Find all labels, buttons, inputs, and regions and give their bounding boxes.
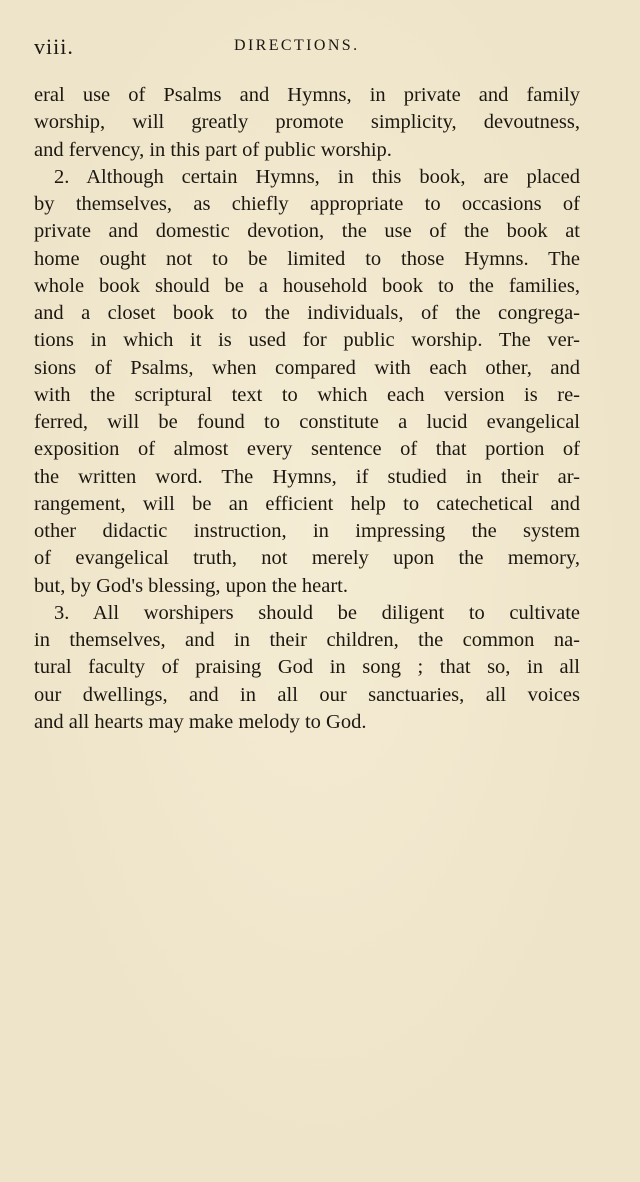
text-line: private and domestic devotion, the use of the book at	[34, 220, 580, 243]
text-line: and fervency, in this part of public worship.	[34, 138, 392, 161]
text-line: of evangelical truth, not merely upon the memory,	[34, 547, 580, 570]
text-line: whole book should be a household book to the families,	[34, 274, 580, 297]
text-line: but, by God's blessing, upon the heart.	[34, 574, 349, 597]
page-header	[34, 34, 580, 60]
text-line: ferred, will be found to constitute a lucid evangelical	[34, 411, 580, 433]
text-line: 2. Although certain Hymns, in this book, are placed	[54, 165, 580, 188]
text-line: by themselves, as chiefly appropriate to occasions of	[34, 193, 580, 215]
text-line: 3. All worshipers should be diligent to cultivate	[54, 601, 580, 624]
text-line: our dwellings, and in all our sanctuaries, all voices	[34, 683, 580, 706]
text-line: sions of Psalms, when compared with each other, and	[34, 356, 580, 379]
text-line: tions in which it is used for public worship. The ver-	[34, 329, 580, 352]
text-line: and a closet book to the individuals, of the congrega-	[34, 302, 580, 324]
text-line: tural faculty of praising God in song ; that so, in all	[34, 656, 580, 679]
text-line: eral use of Psalms and Hymns, in private and family	[34, 84, 580, 106]
page-number: viii.	[34, 34, 74, 59]
text-line: in themselves, and in their children, the common na-	[34, 629, 580, 651]
running-head: DIRECTIONS.	[234, 37, 360, 54]
text-line: the written word. The Hymns, if studied in their ar-	[34, 465, 580, 488]
text-line: and all hearts may make melody to God.	[34, 710, 367, 733]
text-line: home ought not to be limited to those Hymns. The	[34, 247, 580, 270]
text-line: worship, will greatly promote simplicity, devoutness,	[34, 111, 580, 134]
text-line: with the scriptural text to which each version is re-	[34, 383, 580, 406]
body-text	[34, 82, 580, 736]
text-line: other didactic instruction, in impressing the system	[34, 520, 580, 542]
text-line: rangement, will be an efficient help to catechetical and	[34, 492, 580, 515]
text-line: exposition of almost every sentence of that portion of	[34, 438, 580, 461]
